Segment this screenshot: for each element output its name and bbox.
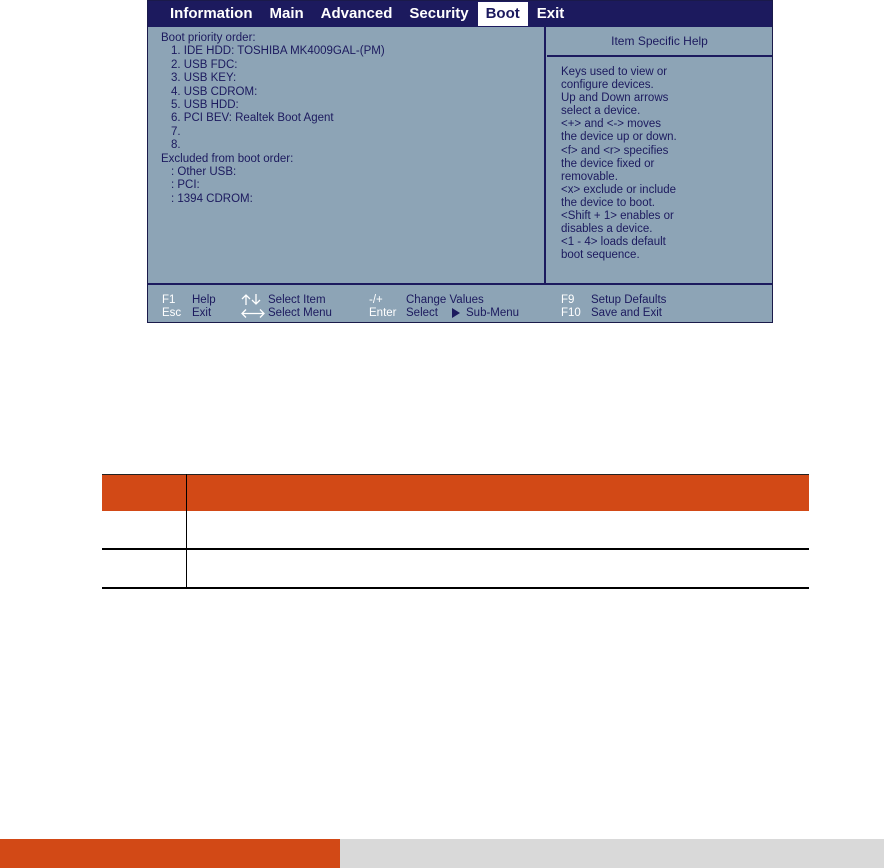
key-table: [102, 474, 809, 589]
save-exit-label: Save and Exit: [591, 307, 662, 319]
boot-item[interactable]: 2. USB FDC:: [171, 58, 238, 71]
select-label: Select: [406, 307, 438, 319]
f1-label: Help: [192, 294, 216, 306]
help-line: <x> exclude or include: [561, 183, 677, 196]
tab-security[interactable]: Security: [409, 5, 469, 22]
boot-item[interactable]: 6. PCI BEV: Realtek Boot Agent: [171, 112, 334, 125]
sub-menu-label: Sub-Menu: [466, 307, 520, 319]
plus-minus-key: -/+: [369, 294, 383, 306]
esc-key: Esc: [162, 307, 182, 319]
boot-order-panel: [148, 27, 546, 283]
table-cell: [102, 511, 187, 549]
help-line: boot sequence.: [561, 249, 640, 262]
help-line: the device to boot.: [561, 196, 655, 209]
table-cell: [187, 511, 810, 549]
table-row: [102, 511, 809, 549]
help-title: Item Specific Help: [547, 27, 772, 57]
footer-gray-bar: [340, 839, 884, 868]
change-values-label: Change Values: [406, 294, 484, 306]
tab-boot[interactable]: Boot: [478, 2, 528, 26]
boot-item[interactable]: 8.: [171, 139, 181, 152]
table-cell: [187, 549, 810, 588]
help-line: <+> and <-> moves: [561, 118, 662, 131]
table-cell: [102, 549, 187, 588]
up-down-arrows-icon: [241, 293, 265, 306]
help-line: the device fixed or: [561, 157, 655, 170]
table-header-row: [102, 475, 809, 512]
bios-menu-bar: [148, 1, 772, 27]
help-text: [561, 66, 761, 262]
excluded-item[interactable]: : 1394 CDROM:: [171, 192, 253, 205]
help-line: <f> and <r> specifies: [561, 144, 669, 157]
excluded-item[interactable]: : PCI:: [171, 179, 200, 192]
boot-item[interactable]: 5. USB HDD:: [171, 99, 239, 112]
bios-screenshot: [147, 0, 773, 323]
table-header-cell: [102, 475, 187, 512]
f1-key: F1: [162, 294, 176, 306]
boot-item[interactable]: 4. USB CDROM:: [171, 85, 258, 98]
excluded-heading: Excluded from boot order:: [161, 152, 294, 165]
footer-accent-bar: [0, 839, 340, 868]
tab-main[interactable]: Main: [269, 5, 304, 22]
table-row: [102, 549, 809, 588]
tab-advanced[interactable]: Advanced: [320, 5, 393, 22]
setup-defaults-label: Setup Defaults: [591, 294, 667, 306]
excluded-item[interactable]: : Other USB:: [171, 166, 237, 179]
triangle-right-icon: [451, 307, 461, 319]
table-header-cell: [187, 475, 810, 512]
help-line: select a device.: [561, 105, 641, 118]
f9-key: F9: [561, 294, 575, 306]
help-line: configure devices.: [561, 79, 654, 92]
help-line: the device up or down.: [561, 131, 677, 144]
select-menu-label: Select Menu: [268, 307, 332, 319]
tab-information[interactable]: Information: [170, 5, 253, 22]
key-legend: [148, 283, 772, 322]
boot-item[interactable]: 3. USB KEY:: [171, 72, 237, 85]
left-right-arrow-icon: [240, 308, 266, 319]
f10-key: F10: [561, 307, 581, 319]
help-line: Up and Down arrows: [561, 92, 669, 105]
help-line: disables a device.: [561, 223, 653, 236]
boot-item[interactable]: 1. IDE HDD: TOSHIBA MK4009GAL-(PM): [171, 45, 385, 58]
help-line: <Shift + 1> enables or: [561, 210, 674, 223]
help-line: Keys used to view or: [561, 66, 668, 78]
help-line: <1 - 4> loads default: [561, 236, 666, 249]
select-item-label: Select Item: [268, 294, 326, 306]
boot-priority-heading: Boot priority order:: [161, 32, 256, 44]
esc-label: Exit: [192, 307, 212, 319]
tab-exit[interactable]: Exit: [536, 5, 565, 22]
help-line: removable.: [561, 170, 618, 183]
boot-item[interactable]: 7.: [171, 125, 181, 138]
enter-key: Enter: [369, 307, 397, 319]
